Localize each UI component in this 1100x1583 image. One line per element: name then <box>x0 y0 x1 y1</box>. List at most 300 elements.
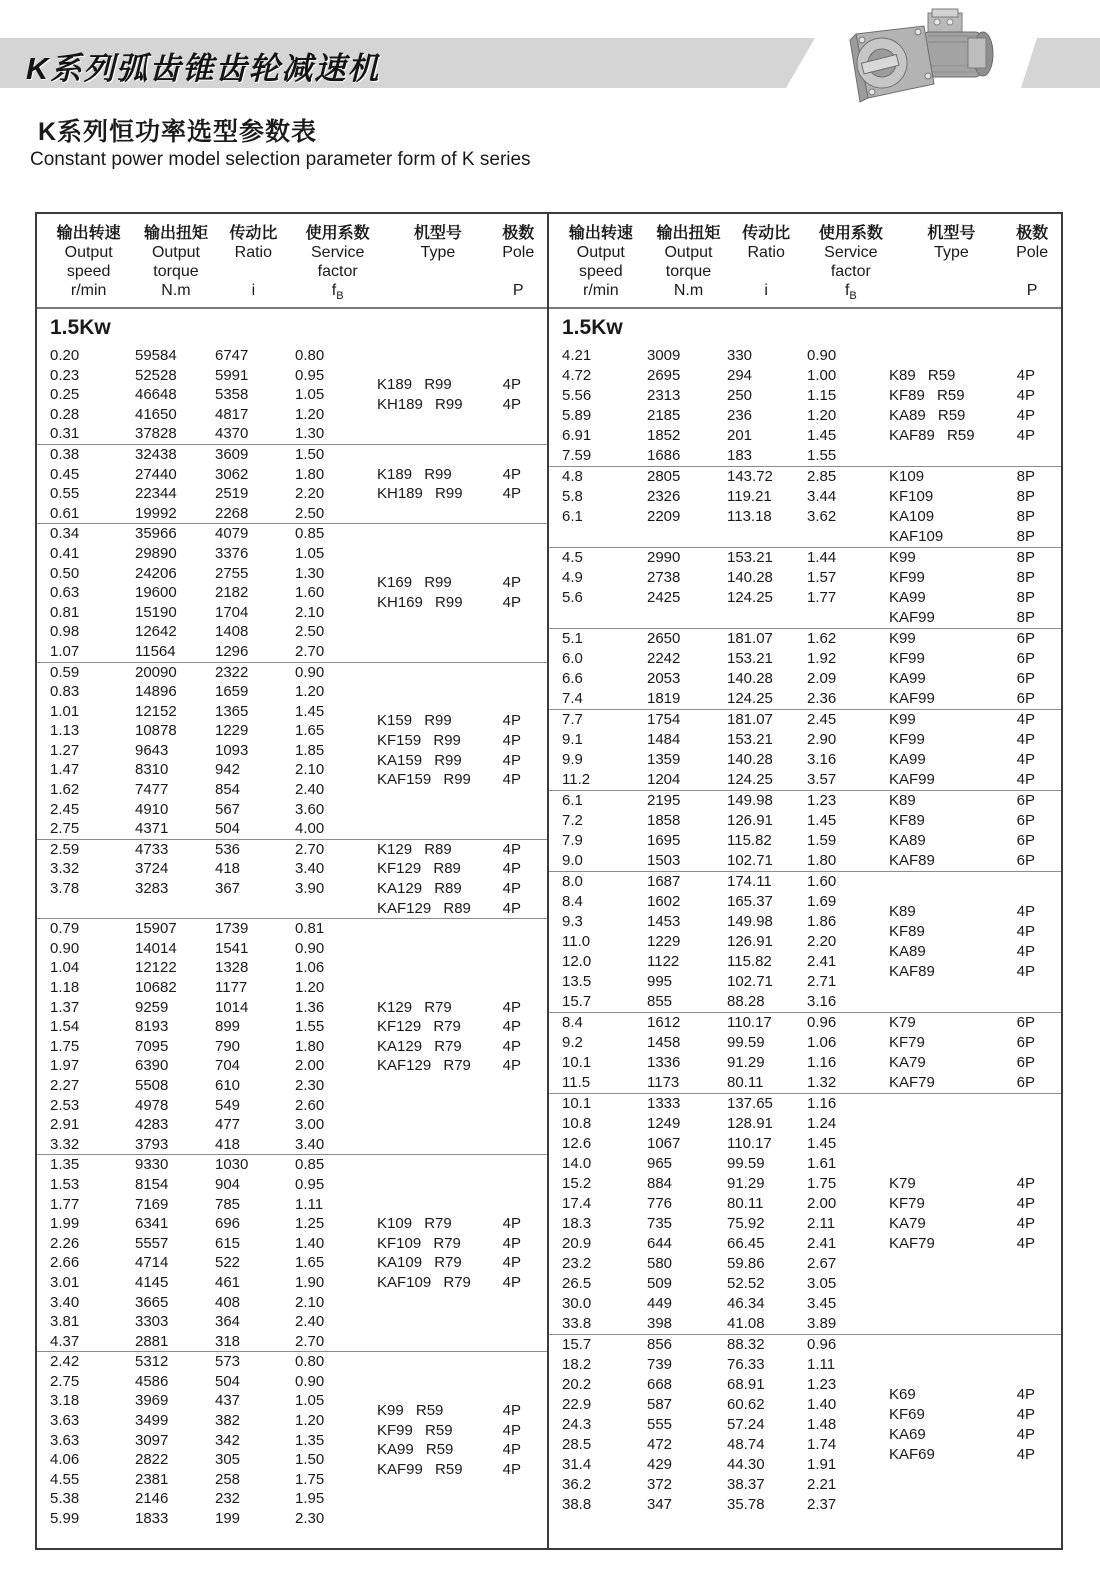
speed-cell: 0.25 <box>50 386 80 404</box>
group-types <box>887 467 1061 547</box>
speed-cell: 6.1 <box>562 792 583 809</box>
factor-cell: 2.09 <box>807 670 837 687</box>
torque-cell: 884 <box>647 1175 673 1192</box>
speed-cell: 2.75 <box>50 820 80 838</box>
type-line <box>889 1194 1035 1214</box>
factor-cell: 1.20 <box>807 407 837 424</box>
speed-cell: 9.2 <box>562 1034 583 1051</box>
speed-cell: 12.6 <box>562 1135 592 1152</box>
group-rows <box>549 1013 887 1093</box>
torque-cell: 3969 <box>135 1392 169 1410</box>
ratio-cell: 1541 <box>215 939 249 957</box>
type-line <box>889 1013 1035 1033</box>
type-line <box>377 1421 521 1441</box>
pole-value: 6P <box>1016 630 1035 647</box>
type-model: KAF89 R59 <box>889 427 975 444</box>
type-line <box>889 669 1035 689</box>
table-row <box>562 1154 887 1174</box>
type-line <box>377 465 521 485</box>
type-model: KH169 R99 <box>377 593 463 611</box>
factor-cell: 1.11 <box>295 1195 324 1213</box>
pole-value: 4P <box>1016 407 1035 424</box>
torque-cell: 8193 <box>135 1018 169 1036</box>
speed-cell: 24.3 <box>562 1416 592 1433</box>
type-model: K79 <box>889 1175 916 1192</box>
speed-cell: 26.5 <box>562 1275 592 1292</box>
table-row <box>562 1294 887 1314</box>
factor-cell: 1.40 <box>295 1234 325 1252</box>
pole-value: 8P <box>1016 569 1035 586</box>
speed-cell: 15.7 <box>562 1336 592 1353</box>
ratio-cell: 696 <box>215 1215 241 1233</box>
pole-value: 4P <box>1016 923 1035 940</box>
ratio-cell: 4370 <box>215 425 249 443</box>
factor-cell: 1.20 <box>295 1412 325 1430</box>
speed-cell: 1.54 <box>50 1018 80 1036</box>
table-row <box>50 1509 375 1529</box>
type-line <box>889 548 1035 568</box>
torque-cell: 347 <box>647 1496 673 1513</box>
ratio-cell: 165.37 <box>727 893 773 910</box>
ratio-cell <box>727 527 807 547</box>
speed-cell: 30.0 <box>562 1295 592 1312</box>
pole-value: 4P <box>502 593 521 611</box>
table-row <box>562 1435 887 1455</box>
factor-cell: 0.90 <box>295 939 325 957</box>
factor-cell: 2.10 <box>295 603 325 621</box>
pole-value: 4P <box>502 485 521 503</box>
torque-cell: 59584 <box>135 347 177 364</box>
factor-cell: 1.06 <box>807 1034 837 1051</box>
speed-cell: 4.55 <box>50 1470 80 1488</box>
ratio-cell: 124.25 <box>727 771 773 788</box>
factor-cell: 1.20 <box>295 683 325 701</box>
ratio-cell <box>727 608 807 628</box>
ratio-cell: 2755 <box>215 564 249 582</box>
type-model: KAF79 <box>889 1074 935 1091</box>
type-model: KAF159 R99 <box>377 771 471 789</box>
type-line <box>889 902 1035 922</box>
group-types <box>887 1094 1061 1334</box>
torque-cell: 11564 <box>135 642 176 660</box>
table-row <box>50 385 375 405</box>
factor-cell: 1.80 <box>295 1037 325 1055</box>
col-header-service-factor: 使用系数 Service factor $f_B$ <box>818 225 883 303</box>
speed-cell: 3.01 <box>50 1273 80 1291</box>
ratio-cell: 201 <box>727 427 753 444</box>
torque-cell: 1695 <box>647 832 681 849</box>
table-group <box>37 346 547 444</box>
factor-cell: 2.67 <box>807 1255 837 1272</box>
torque-cell: 9259 <box>135 998 169 1016</box>
pole-value: 8P <box>1016 468 1035 485</box>
torque-cell: 449 <box>647 1295 673 1312</box>
speed-cell: 2.66 <box>50 1254 80 1272</box>
type-model: KA89 <box>889 943 926 960</box>
speed-cell: 2.59 <box>50 840 80 858</box>
torque-cell: 555 <box>647 1416 673 1433</box>
torque-cell: 7095 <box>135 1037 169 1055</box>
torque-cell: 14014 <box>135 939 177 957</box>
speed-cell: 38.8 <box>562 1496 592 1513</box>
type-model: K69 <box>889 1386 916 1403</box>
factor-cell: 0.90 <box>807 347 837 364</box>
ratio-cell: 294 <box>727 367 753 384</box>
type-model: KAF79 <box>889 1235 935 1252</box>
torque-cell: 2822 <box>135 1451 169 1469</box>
type-line <box>377 840 521 860</box>
group-rows <box>37 919 375 1154</box>
table-row <box>50 424 375 444</box>
torque-cell: 1612 <box>647 1014 681 1031</box>
ratio-cell: 46.34 <box>727 1295 765 1312</box>
table-group <box>37 839 547 918</box>
type-model: KF99 <box>889 569 925 586</box>
table-row <box>50 1470 375 1490</box>
torque-cell: 2425 <box>647 589 681 606</box>
factor-cell: 2.30 <box>295 1510 325 1528</box>
type-line <box>377 484 521 504</box>
type-line <box>377 375 521 395</box>
type-line <box>889 1405 1035 1425</box>
factor-cell: 2.60 <box>295 1096 325 1114</box>
factor-cell: 1.05 <box>295 386 325 404</box>
speed-cell: 0.90 <box>50 939 80 957</box>
speed-cell: 1.35 <box>50 1156 80 1174</box>
type-model: KAF99 <box>889 609 935 626</box>
type-model: KF69 <box>889 1406 925 1423</box>
table-row <box>562 1274 887 1294</box>
type-model: K99 <box>889 630 916 647</box>
col-header-output-torque: 输出扭矩 Output torque N.m <box>656 225 721 299</box>
torque-cell: 1173 <box>647 1074 680 1091</box>
table-row <box>562 608 887 628</box>
type-model: KF89 <box>889 923 925 940</box>
table-row <box>50 1076 375 1096</box>
torque-cell: 2326 <box>647 488 681 505</box>
group-types <box>375 663 547 839</box>
ratio-cell: 57.24 <box>727 1416 765 1433</box>
ratio-cell: 1408 <box>215 623 249 641</box>
speed-cell: 17.4 <box>562 1195 592 1212</box>
factor-cell: 1.15 <box>807 387 837 404</box>
factor-cell: 0.95 <box>295 1175 325 1193</box>
group-types <box>887 791 1061 871</box>
table-group <box>549 547 1061 628</box>
torque-cell: 19992 <box>135 504 177 522</box>
speed-cell: 4.37 <box>50 1332 80 1350</box>
group-types <box>887 872 1061 1012</box>
factor-cell: 3.57 <box>807 771 837 788</box>
speed-cell: 4.5 <box>562 549 583 566</box>
factor-cell: 0.90 <box>295 1372 325 1390</box>
ratio-cell: 1365 <box>215 702 249 720</box>
ratio-cell: 942 <box>215 761 241 779</box>
ratio-cell: 102.71 <box>727 973 773 990</box>
ratio-cell: 174.11 <box>727 873 772 890</box>
ratio-cell: 140.28 <box>727 751 773 768</box>
torque-cell: 644 <box>647 1235 673 1252</box>
table-row <box>562 1013 887 1033</box>
table-row <box>50 1293 375 1313</box>
ratio-cell: 250 <box>727 387 753 404</box>
ratio-cell: 119.21 <box>727 488 772 505</box>
factor-cell: 1.65 <box>295 1254 325 1272</box>
table-row <box>50 1411 375 1431</box>
banner-right-accent <box>1021 38 1100 88</box>
table-row <box>50 346 375 366</box>
table-row <box>562 1375 887 1395</box>
torque-cell: 668 <box>647 1376 673 1393</box>
factor-cell: 1.50 <box>295 445 325 463</box>
torque-cell: 398 <box>647 1315 673 1332</box>
pole-value: 4P <box>1016 1195 1035 1212</box>
pole-value: 4P <box>1016 1175 1035 1192</box>
ratio-cell: 115.82 <box>727 832 772 849</box>
group-types <box>887 710 1061 790</box>
table-row <box>562 1033 887 1053</box>
ratio-cell: 1296 <box>215 642 249 660</box>
factor-cell: 2.70 <box>295 840 325 858</box>
gear-reducer-image <box>838 8 1013 108</box>
type-line <box>889 649 1035 669</box>
table-row <box>50 544 375 564</box>
factor-cell: 2.30 <box>295 1076 325 1094</box>
factor-cell: 1.75 <box>295 1470 325 1488</box>
table-row <box>562 426 887 446</box>
ratio-cell: 153.21 <box>727 731 773 748</box>
speed-cell: 33.8 <box>562 1315 592 1332</box>
torque-cell: 6341 <box>135 1215 169 1233</box>
torque-cell: 14896 <box>135 683 177 701</box>
speed-cell: 1.07 <box>50 642 80 660</box>
factor-cell: 1.36 <box>295 998 325 1016</box>
torque-cell <box>647 608 727 628</box>
factor-cell: 3.16 <box>807 751 837 768</box>
speed-cell: 9.0 <box>562 852 583 869</box>
speed-cell: 4.21 <box>562 347 592 364</box>
table-row <box>562 1214 887 1234</box>
table-row <box>50 702 375 722</box>
table-group <box>37 1154 547 1351</box>
torque-cell: 776 <box>647 1195 673 1212</box>
factor-cell: 2.36 <box>807 690 837 707</box>
ratio-cell: 110.17 <box>727 1014 772 1031</box>
speed-cell: 3.32 <box>50 1135 80 1153</box>
pole-value: 4P <box>1016 731 1035 748</box>
ratio-cell: 3609 <box>215 445 249 463</box>
speed-cell: 2.42 <box>50 1353 80 1371</box>
ratio-cell: 102.71 <box>727 852 773 869</box>
torque-cell: 1833 <box>135 1510 169 1528</box>
torque-cell: 1602 <box>647 893 681 910</box>
table-group <box>549 628 1061 709</box>
ratio-cell: 610 <box>215 1076 241 1094</box>
table-row <box>50 998 375 1018</box>
col-header-output-speed: 输出转速 Output speed r/min <box>568 225 633 299</box>
pole-value: 4P <box>502 465 521 483</box>
torque-cell: 1333 <box>647 1095 681 1112</box>
type-line <box>377 593 521 613</box>
col-header-service-factor: 使用系数 Service factor $f_B$ <box>305 225 370 303</box>
table-row <box>562 992 887 1012</box>
group-types <box>375 1352 547 1528</box>
table-row <box>562 872 887 892</box>
factor-cell <box>807 527 887 547</box>
table-row <box>50 800 375 820</box>
group-rows <box>549 710 887 790</box>
type-model: K129 R89 <box>377 840 452 858</box>
group-rows <box>37 524 375 661</box>
type-model: K89 <box>889 903 916 920</box>
ratio-cell: 48.74 <box>727 1436 765 1453</box>
speed-cell: 1.13 <box>50 722 80 740</box>
torque-cell: 587 <box>647 1396 673 1413</box>
ratio-cell: 318 <box>215 1332 241 1350</box>
factor-cell: 1.50 <box>295 1451 325 1469</box>
speed-cell: 1.04 <box>50 959 80 977</box>
ratio-cell: 91.29 <box>727 1054 765 1071</box>
torque-cell: 1819 <box>647 690 681 707</box>
factor-cell: 1.75 <box>807 1175 837 1192</box>
speed-cell: 0.23 <box>50 366 80 384</box>
pole-value: 4P <box>502 1234 521 1252</box>
table-left-half <box>37 214 549 1548</box>
speed-cell: 8.4 <box>562 893 583 910</box>
table-row <box>562 750 887 770</box>
factor-cell: 1.74 <box>807 1436 837 1453</box>
table-row <box>50 780 375 800</box>
factor-cell: 4.00 <box>295 820 325 838</box>
pole-value: 4P <box>1016 387 1035 404</box>
ratio-cell: 1229 <box>215 722 249 740</box>
col-header-ratio: 传动比 Ratio i <box>742 225 791 299</box>
type-line <box>889 527 1035 547</box>
speed-cell: 20.2 <box>562 1376 592 1393</box>
table-row <box>50 899 375 919</box>
pole-value: 4P <box>1016 903 1035 920</box>
factor-cell: 1.00 <box>807 367 837 384</box>
pole-value: 6P <box>1016 852 1035 869</box>
speed-cell: 7.59 <box>562 447 592 464</box>
table-row <box>50 1115 375 1135</box>
table-row <box>50 1253 375 1273</box>
factor-cell: 2.41 <box>807 1235 837 1252</box>
factor-cell: 3.60 <box>295 800 325 818</box>
torque-cell: 10878 <box>135 722 177 740</box>
speed-cell: 23.2 <box>562 1255 592 1272</box>
torque-cell: 472 <box>647 1436 673 1453</box>
type-model: KAF129 R79 <box>377 1057 471 1075</box>
torque-cell: 1249 <box>647 1115 681 1132</box>
torque-cell: 1754 <box>647 711 681 728</box>
torque-cell: 3283 <box>135 880 169 898</box>
factor-cell: 2.50 <box>295 504 325 522</box>
torque-cell: 12122 <box>135 959 177 977</box>
factor-cell: 0.80 <box>295 1353 325 1371</box>
factor-cell: 3.00 <box>295 1116 325 1134</box>
torque-cell: 2738 <box>647 569 681 586</box>
type-model: K109 R79 <box>377 1215 452 1233</box>
type-line <box>889 426 1035 446</box>
table-row <box>50 721 375 741</box>
speed-cell: 0.55 <box>50 485 80 503</box>
factor-cell: 1.20 <box>295 979 325 996</box>
speed-cell: 0.45 <box>50 465 80 483</box>
type-line <box>377 1440 521 1460</box>
table-row <box>562 406 887 426</box>
ratio-cell: 66.45 <box>727 1235 765 1252</box>
factor-cell: 1.55 <box>295 1018 325 1036</box>
pole-value: 4P <box>1016 427 1035 444</box>
factor-cell: 1.57 <box>807 569 837 586</box>
ratio-cell: 110.17 <box>727 1135 772 1152</box>
table-row <box>50 622 375 642</box>
torque-cell: 22344 <box>135 485 177 503</box>
table-row <box>50 1056 375 1076</box>
torque-cell: 965 <box>647 1155 673 1172</box>
col-header-output-speed: 输出转速 Output speed r/min <box>56 225 121 299</box>
torque-cell: 3665 <box>135 1293 169 1311</box>
torque-cell: 509 <box>647 1275 673 1292</box>
table-row <box>50 939 375 959</box>
type-model: KF109 <box>889 488 934 505</box>
type-line <box>377 1056 521 1076</box>
factor-cell: 2.37 <box>807 1496 837 1513</box>
type-line <box>377 859 521 879</box>
torque-cell: 1484 <box>647 731 681 748</box>
group-types <box>375 1155 547 1351</box>
speed-cell: 1.75 <box>50 1037 80 1055</box>
type-model: KAF69 <box>889 1446 935 1463</box>
ratio-cell: 149.98 <box>727 913 773 930</box>
speed-cell: 7.9 <box>562 832 583 849</box>
group-rows <box>37 1155 375 1351</box>
speed-cell: 3.78 <box>50 880 80 898</box>
speed-cell: 3.40 <box>50 1293 80 1311</box>
table-row <box>562 1194 887 1214</box>
factor-cell: 2.70 <box>295 642 325 660</box>
ratio-cell: 408 <box>215 1293 241 1311</box>
pole-value: 4P <box>1016 1446 1035 1463</box>
factor-cell: 1.06 <box>295 959 325 977</box>
torque-cell: 995 <box>647 973 673 990</box>
torque-cell: 855 <box>647 993 673 1010</box>
speed-cell: 1.47 <box>50 761 80 779</box>
table-row <box>50 859 375 879</box>
ratio-cell: 137.65 <box>727 1095 773 1112</box>
pole-value: 4P <box>502 1273 521 1291</box>
type-model: KF79 <box>889 1034 925 1051</box>
table-row <box>562 1355 887 1375</box>
factor-cell: 2.40 <box>295 781 325 799</box>
type-model: KAF129 R89 <box>377 899 471 917</box>
pole-value: 4P <box>502 771 521 789</box>
type-line <box>889 406 1035 426</box>
table-group <box>549 1334 1061 1515</box>
speed-cell: 14.0 <box>562 1155 592 1172</box>
table-group <box>37 662 547 839</box>
speed-cell: 0.61 <box>50 504 80 522</box>
ratio-cell: 418 <box>215 1135 241 1153</box>
table-row <box>562 1254 887 1274</box>
speed-cell: 28.5 <box>562 1436 592 1453</box>
group-types <box>887 629 1061 709</box>
pole-value: 4P <box>1016 1406 1035 1423</box>
speed-cell: 4.72 <box>562 367 592 384</box>
ratio-cell: 3062 <box>215 465 249 483</box>
torque-cell: 739 <box>647 1356 673 1373</box>
